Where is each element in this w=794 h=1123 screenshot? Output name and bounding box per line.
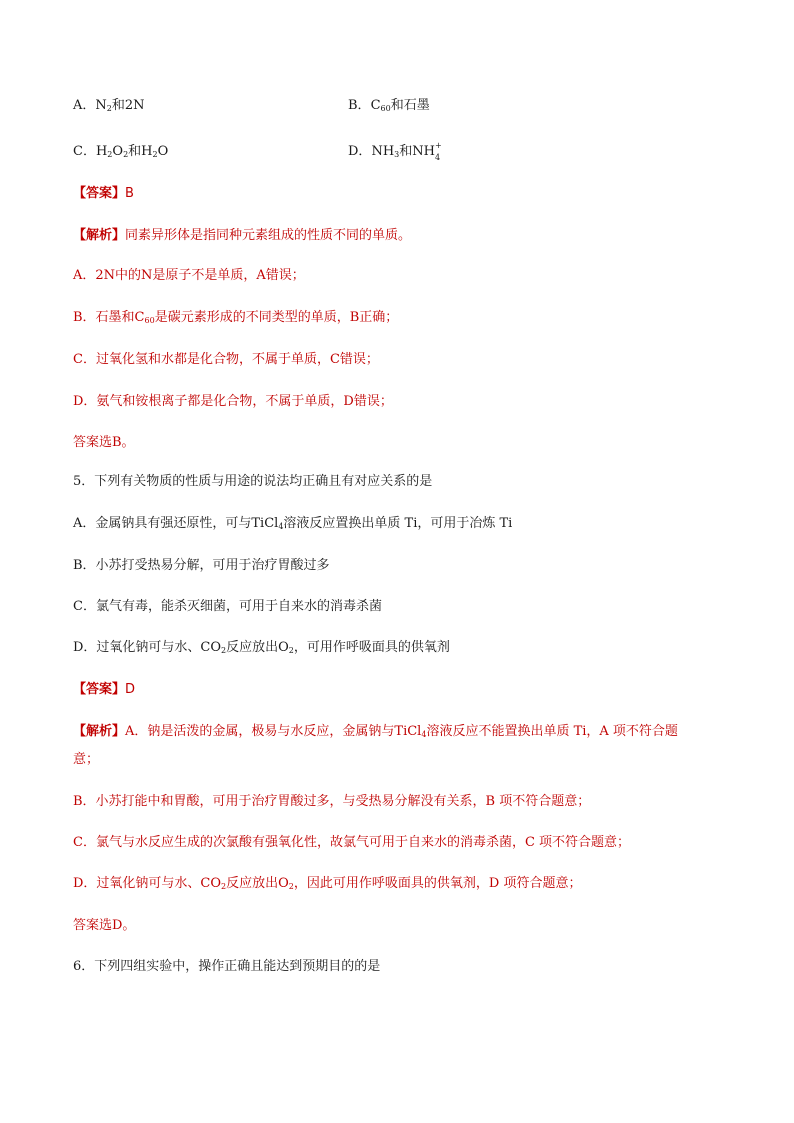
subscript: 2 [152, 150, 158, 159]
q5-answer [73, 680, 135, 700]
subscript: 2 [221, 882, 227, 891]
q4-conclusion: 答案选B。 [73, 435, 135, 450]
subscript: 4 [434, 153, 441, 162]
analysis-tag: 【解析】 [73, 724, 126, 739]
formula: H [141, 144, 153, 159]
subscript: 60 [144, 316, 155, 325]
formula: NH [371, 144, 395, 159]
subscript: 2 [107, 150, 113, 159]
subscript: 4 [421, 730, 427, 739]
analysis-text: 是碳元素形成的不同类型的单质，B正确； [154, 310, 399, 325]
option-label: B． [348, 98, 371, 113]
q4-option-b [348, 96, 430, 119]
q4-analysis-c: C．过氧化氢和水都是化合物，不属于单质，C错误； [73, 352, 379, 367]
analysis-tag: 【解析】 [73, 228, 126, 243]
q5-analysis-a [73, 722, 678, 745]
formula: O [157, 144, 169, 159]
q5-stem: 5．下列有关物质的性质与用途的说法均正确且有对应关系的是 [73, 474, 433, 489]
subscript: 3 [394, 150, 400, 159]
option-label: D． [348, 144, 372, 159]
subscript: 60 [380, 104, 391, 113]
q6-stem: 6．下列四组实验中，操作正确且能达到预期目的的是 [73, 959, 381, 974]
option-text: 和 [128, 144, 142, 159]
analysis-text: 同素异形体是指同种元素组成的性质不同的单质。 [125, 228, 412, 243]
q4-option-d [348, 141, 442, 165]
formula: H [95, 144, 108, 159]
analysis-text: D．过氧化钠可与水、CO [73, 876, 222, 891]
answer-tag: 【答案】 [73, 682, 126, 697]
q5-analysis-d [73, 874, 581, 897]
option-text: 和石墨 [390, 98, 430, 113]
option-text: 和2N [111, 98, 145, 113]
subscript: 2 [221, 646, 227, 655]
q5-analysis-c: C．氯气与水反应生成的次氯酸有强氧化性，故氯气可用于自来水的消毒杀菌，C 项不符合题意； [73, 835, 631, 850]
formula: C [370, 98, 381, 113]
subscript: 2 [123, 150, 129, 159]
answer-tag: 【答案】 [73, 186, 126, 201]
q5-option-c: C．氯气有毒，能杀灭细菌，可用于自来水的消毒杀菌 [73, 599, 382, 614]
answer-value: B [125, 186, 134, 201]
option-text: 反应放出O [226, 640, 289, 655]
option-label: C． [73, 144, 96, 159]
q5-option-b: B．小苏打受热易分解，可用于治疗胃酸过多 [73, 558, 330, 573]
q5-analysis-b: B．小苏打能中和胃酸，可用于治疗胃酸过多，与受热易分解没有关系，B 项不符合题意； [73, 794, 591, 809]
q4-option-a [73, 96, 145, 119]
q5-conclusion: 答案选D。 [73, 918, 136, 933]
q4-analysis-intro [73, 226, 411, 246]
option-label: A． [73, 98, 96, 113]
analysis-text: ，因此可用作呼吸面具的供氧剂，D 项符合题意； [293, 876, 582, 891]
q5-option-d [73, 638, 450, 661]
option-text: 和NH [399, 144, 435, 159]
subscript: 2 [288, 882, 294, 891]
q4-answer [73, 184, 134, 204]
answer-value: D [125, 682, 136, 697]
subscript: 4 [278, 522, 284, 531]
analysis-text: A．钠是活泼的金属，极易与水反应，金属钠与TiCl [125, 724, 422, 739]
q4-option-c [73, 142, 168, 165]
q5-analysis-a-wrap: 意； [73, 752, 100, 767]
formula: N [95, 98, 107, 113]
q4-analysis-b [73, 308, 398, 331]
option-text: ，可用作呼吸面具的供氧剂 [293, 640, 450, 655]
option-text: D．过氧化钠可与水、CO [73, 640, 222, 655]
subscript: 2 [288, 646, 294, 655]
analysis-text: 反应放出O [226, 876, 289, 891]
subscript: 2 [106, 104, 112, 113]
option-text: 溶液反应置换出单质 Ti，可用于冶炼 Ti [283, 516, 513, 531]
analysis-text: 溶液反应不能置换出单质 Ti，A 项不符合题 [426, 724, 678, 739]
analysis-text: B．石墨和C [73, 310, 145, 325]
superscript: + [434, 141, 442, 150]
q4-analysis-a: A．2N中的N是原子不是单质，A错误； [73, 268, 305, 283]
q5-option-a [73, 514, 512, 537]
option-text: A．金属钠具有强还原性，可与TiCl [73, 516, 279, 531]
formula: O [112, 144, 124, 159]
q4-analysis-d: D．氨气和铵根离子都是化合物，不属于单质，D错误； [73, 394, 393, 409]
